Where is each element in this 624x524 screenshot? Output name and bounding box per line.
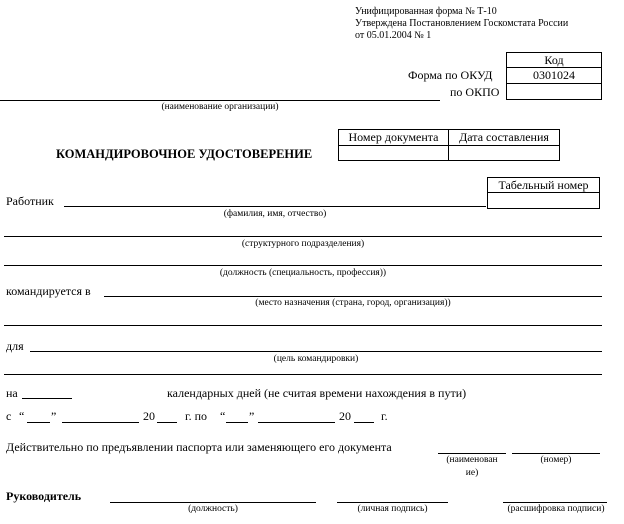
tab-number-value[interactable] xyxy=(487,192,600,209)
to-year-prefix: 20 xyxy=(339,409,351,423)
duration-prefix: на xyxy=(6,386,18,400)
head-decode-caption: (расшифровка подписи) xyxy=(507,504,605,514)
days-field[interactable] xyxy=(22,384,72,399)
organization-caption: (наименование организации) xyxy=(161,102,279,112)
department-line[interactable] xyxy=(4,236,602,237)
document-title: КОМАНДИРОВОЧНОЕ УДОСТОВЕРЕНИЕ xyxy=(56,147,313,161)
to-day-open-quote: “ xyxy=(220,409,226,423)
to-day-close-quote: ” xyxy=(249,409,255,423)
destination-line-2[interactable] xyxy=(4,325,602,326)
doc-date-value[interactable] xyxy=(448,145,560,161)
purpose-label: для xyxy=(6,339,24,353)
destination-caption: (место назначения (страна, город, организация)) xyxy=(255,298,451,308)
head-position-caption: (должность) xyxy=(188,504,238,514)
destination-field[interactable] xyxy=(104,282,602,297)
approval-date-line: от 05.01.2004 № 1 xyxy=(355,30,432,41)
position-caption: (должность (специальность, профессия)) xyxy=(219,268,387,278)
form-number-line: Унифицированная форма № Т-10 xyxy=(355,6,497,17)
doc-date-header: Дата составления xyxy=(448,129,560,146)
head-label: Руководитель xyxy=(6,489,82,503)
okpo-label: по ОКПО xyxy=(450,85,500,99)
from-year-prefix: 20 xyxy=(143,409,155,423)
from-day-close-quote: ” xyxy=(51,409,57,423)
id-document-name-caption-2: ие) xyxy=(465,468,479,478)
period-end-label: г. xyxy=(381,409,388,423)
duration-suffix: календарных дней (не считая времени нахождения в пути) xyxy=(167,386,467,400)
head-decode-field[interactable] xyxy=(503,488,607,503)
purpose-line-2[interactable] xyxy=(4,374,602,375)
head-signature-field[interactable] xyxy=(337,488,448,503)
from-day-field[interactable] xyxy=(27,408,50,423)
id-document-name-caption: (наименован xyxy=(446,455,498,465)
doc-number-value[interactable] xyxy=(338,145,449,161)
sent-label: командируется в xyxy=(6,284,91,298)
organization-field[interactable] xyxy=(0,86,440,101)
id-document-number-caption: (номер) xyxy=(540,455,572,465)
okpo-value[interactable] xyxy=(506,83,602,100)
tab-number-header: Табельный номер xyxy=(487,177,600,193)
validity-text: Действительно по предъявлении паспорта или заменяющего его документа xyxy=(6,440,392,454)
to-month-field[interactable] xyxy=(258,408,335,423)
period-to-label: г. по xyxy=(185,409,207,423)
from-month-field[interactable] xyxy=(62,408,139,423)
head-position-field[interactable] xyxy=(110,488,316,503)
id-document-name-field[interactable] xyxy=(438,439,506,454)
doc-number-header: Номер документа xyxy=(338,129,449,146)
to-day-field[interactable] xyxy=(226,408,248,423)
okud-label: Форма по ОКУД xyxy=(408,68,493,82)
okud-value[interactable]: 0301024 xyxy=(506,67,602,84)
from-year-field[interactable] xyxy=(157,408,177,423)
from-day-open-quote: “ xyxy=(19,409,25,423)
worker-fio-caption: (фамилия, имя, отчество) xyxy=(223,209,327,219)
worker-fio-field[interactable] xyxy=(64,192,486,207)
period-from-label: с xyxy=(6,409,12,423)
worker-label: Работник xyxy=(6,194,54,208)
department-caption: (структурного подразделения) xyxy=(241,239,365,249)
position-line[interactable] xyxy=(4,265,602,266)
id-document-number-field[interactable] xyxy=(512,439,600,454)
approval-line: Утверждена Постановлением Госкомстата России xyxy=(355,18,569,29)
purpose-field[interactable] xyxy=(30,337,602,352)
head-signature-caption: (личная подпись) xyxy=(357,504,428,514)
purpose-caption: (цель командировки) xyxy=(273,354,359,364)
to-year-field[interactable] xyxy=(354,408,374,423)
code-header: Код xyxy=(506,52,602,68)
